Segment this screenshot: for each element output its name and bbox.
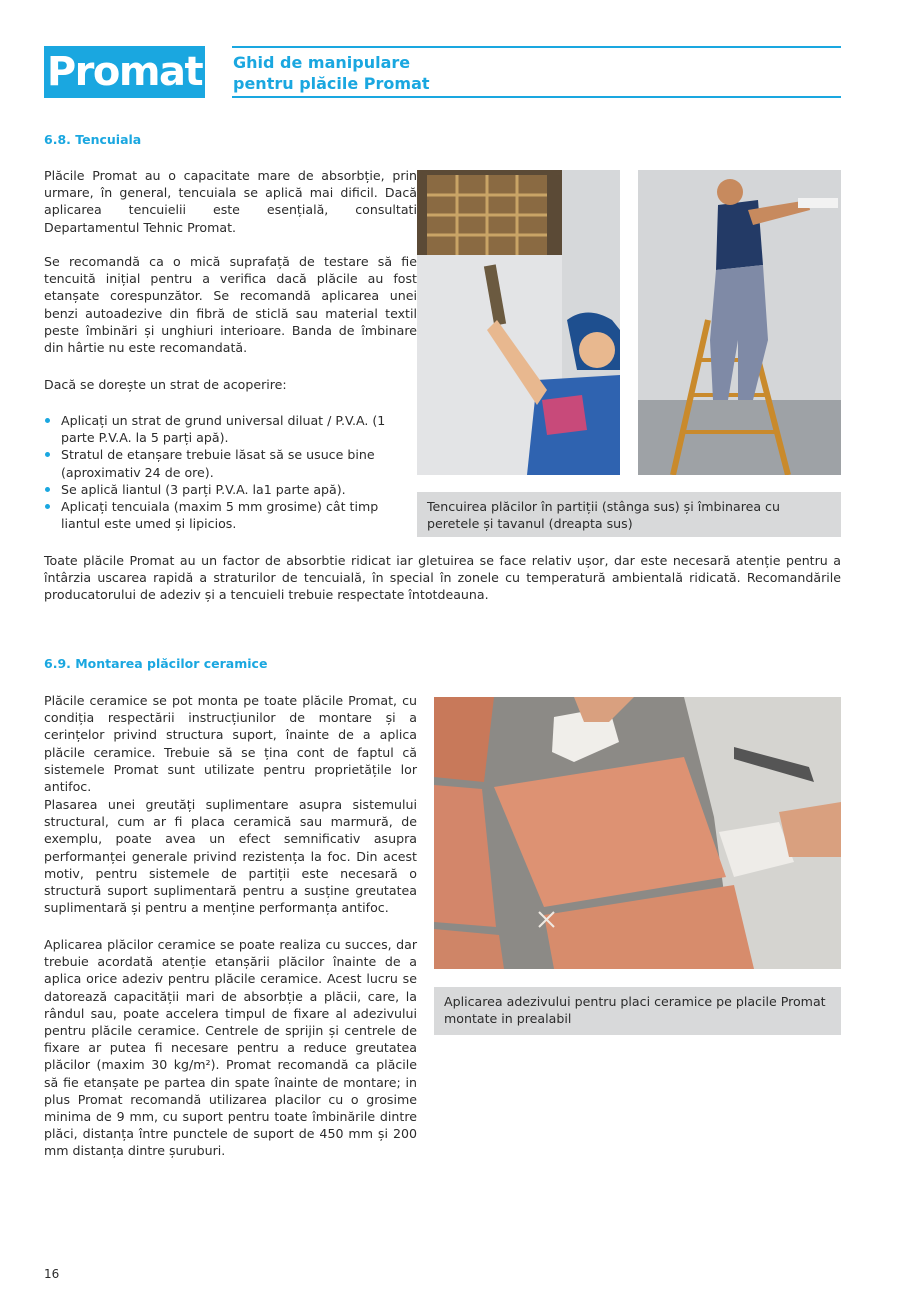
- section-title-montarea-placilor-ceramice: 6.9. Montarea plăcilor ceramice: [44, 656, 268, 671]
- logo-text: Promat: [46, 49, 203, 95]
- document-title-line2: pentru plăcile Promat: [233, 74, 430, 93]
- paragraph: Dacă se dorește un strat de acoperire:: [44, 377, 287, 392]
- paragraph: Se recomandă ca o mică suprafață de testare să fie tencuită inițial pentru a verifica dacă plăcile au fost etanșate corespunzător. Se recomandă aplicarea unei benzi autoadezive din fibră de sticlă sau material textil peste îmbinări și unghiuri interioare. Banda de îmbinare din hârtie nu este recomandată.: [44, 254, 417, 356]
- header-rule-bottom: [232, 96, 841, 98]
- photo-ladder-ceiling-joint: [638, 170, 841, 475]
- paragraph: Plasarea unei greutăți suplimentare asupra sistemului structural, cum ar fi placa ceramică sau marmură, de exemplu, poate avea un efect semnificativ asupra performanței generale privind rezistența la foc. Din acest motiv, pentru sistemele de partiții este necesară o structură suport suplimentară pentru a susține greutatea suplimentară și pentru a menține performanța antifoc.: [44, 797, 417, 916]
- bullet-item: Aplicați un strat de grund universal diluat / P.V.A. (1 parte P.V.A. la 5 parți apă).: [44, 412, 417, 446]
- photo-caption: Tencuirea plăcilor în partiții (stânga sus) și îmbinarea cu peretele și tavanul (dreapta sus): [417, 492, 841, 537]
- document-title-line1: Ghid de manipulare: [233, 53, 411, 72]
- promat-logo: [44, 46, 205, 98]
- photo-ceramic-tiles: [434, 697, 841, 969]
- bullet-list: [44, 412, 417, 532]
- paragraph: Plăcile ceramice se pot monta pe toate plăcile Promat, cu condiția respectării instrucțiunilor de montare și a cerințelor privind structura suport, înainte de a aplica plăcile ceramice. Trebuie să se țina cont de faptul că sistemele Promat sunt utilizate pentru proprietățile lor antifoc.: [44, 693, 417, 795]
- bullet-item: Stratul de etanșare trebuie lăsat să se usuce bine (aproximativ 24 de ore).: [44, 446, 417, 480]
- photo-caption: Aplicarea adezivului pentru placi ceramice pe placile Promat montate in prealabil: [434, 987, 841, 1035]
- photo-plastering-partition: [417, 170, 620, 475]
- bullet-item: Aplicați tencuiala (maxim 5 mm grosime) cât timp liantul este umed și lipicios.: [44, 498, 417, 532]
- bullet-item: Se aplică liantul (3 parți P.V.A. la1 parte apă).: [44, 481, 417, 498]
- paragraph: Plăcile Promat au o capacitate mare de absorbție, prin urmare, în general, tencuiala se aplică mai dificil. Dacă aplicarea tencuielii este esențială, consultati Departamentul Tehnic Promat.: [44, 168, 417, 235]
- section-title-tencuiala: 6.8. Tencuiala: [44, 132, 142, 147]
- paragraph-full-width: Toate plăcile Promat au un factor de absorbtie ridicat iar gletuirea se face relativ ușor, dar este necesară atenție pentru a întârzia uscarea rapidă a straturilor de tencuială, în special în zonele cu temperatură ambientală ridicată. Recomandările producatorului de adeziv și a tencuieli trebuie respectate întotdeauna.: [44, 553, 841, 603]
- page-number: 16: [44, 1267, 60, 1281]
- document-title: [233, 52, 430, 94]
- paragraph: Aplicarea plăcilor ceramice se poate realiza cu succes, dar trebuie acordată atenție etanșării plăcilor înainte de a aplica orice adeziv pentru plăcile ceramice. Acest lucru se datorează capacității mari de absorbție a plăcii, care, la rândul sau, poate accelera timpul de fixare al adezivului pentru plăcile ceramice. Centrele de sprijin și centrele de fixare ar putea fi necesare pentru a reduce greutatea plăcilor (maxim 30 kg/m²). Promat recomandă ca plăcile să fie etanșate pe partea din spate înainte de montare; in plus Promat recomandă utilizarea placilor cu o grosime minima de 9 mm, cu suport pentru toate îmbinările dintre plăci, distanța între punctele de suport de 450 mm și 200 mm distanța dintre șuruburi.: [44, 937, 417, 1159]
- header-rule-top: [232, 46, 841, 48]
